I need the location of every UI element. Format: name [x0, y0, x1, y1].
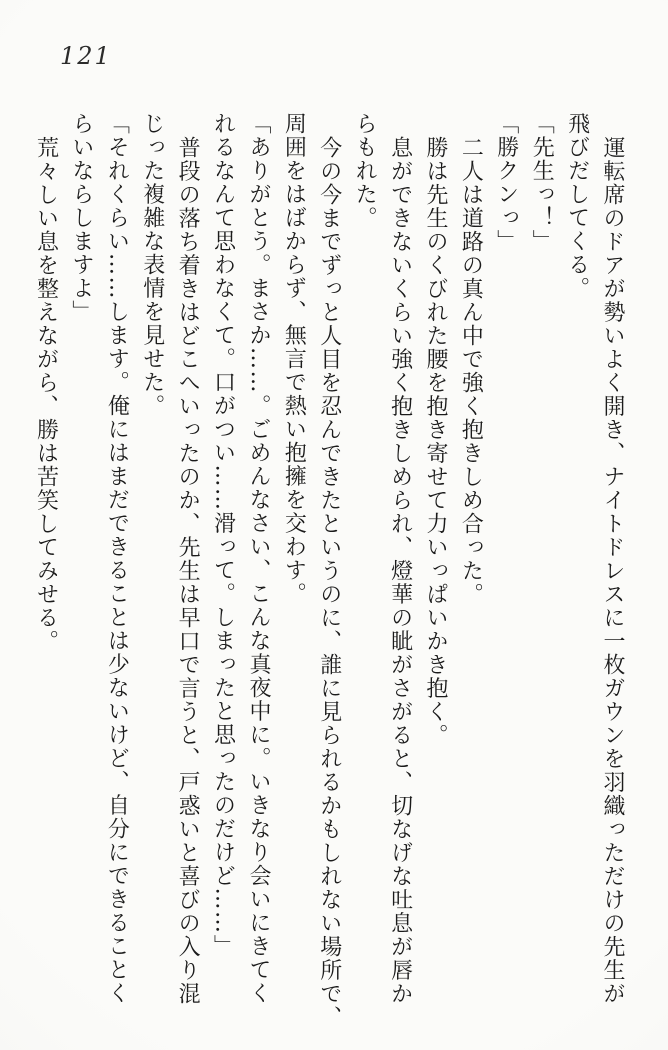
text-block [28, 112, 630, 1047]
text-line: 勝は先生のくびれた腰を抱き寄せて力いっぱいかき抱く。 [422, 135, 448, 747]
text-line: 二人は道路の真ん中で強く抱きしめ合った。 [458, 135, 484, 606]
text-line: 荒々しい息を整えながら、勝は苦笑してみせる。 [33, 135, 59, 653]
text-line: 運転席のドアが勢いよく開き、ナイトドレスに一枚ガウンを羽織っただけの先生が [600, 135, 625, 1005]
text-line: 飛びだしてくる。 [564, 112, 590, 300]
text-line: れるなんて思わなくて。口がつい……滑って。しまったと思ったのだけど……」 [210, 112, 236, 958]
text-line: らもれた。 [352, 112, 378, 230]
text-line: 「勝クンっ」 [493, 112, 519, 253]
text-line: 息ができないくらい強く抱きしめられ、燈華の眦がさがると、切なげな吐息が唇か [387, 135, 413, 1005]
text-line: 今の今までずっと人目を忍んできたというのに、誰に見られるかもしれない場所で、 [316, 135, 342, 1029]
text-line: 「ありがとう。まさか……。ごめんなさい、こんな真夜中に。いきなり会いにきてく [245, 112, 271, 1005]
text-line: 「それくらい……します。俺にはまだできることは少ないけど、自分にできることく [104, 112, 130, 1005]
text-line: じった複雑な表情を見せた。 [139, 112, 165, 418]
page-number: 121 [60, 42, 112, 70]
text-line: 普段の落ち着きはどこへいったのか、先生は早口で言うと、戸惑いと喜びの入り混 [175, 135, 201, 1005]
text-line: らいならしますよ」 [68, 112, 94, 324]
text-line: 「先生っ！」 [529, 112, 555, 253]
text-line: 周囲をはばからず、無言で熱い抱擁を交わす。 [281, 112, 307, 606]
